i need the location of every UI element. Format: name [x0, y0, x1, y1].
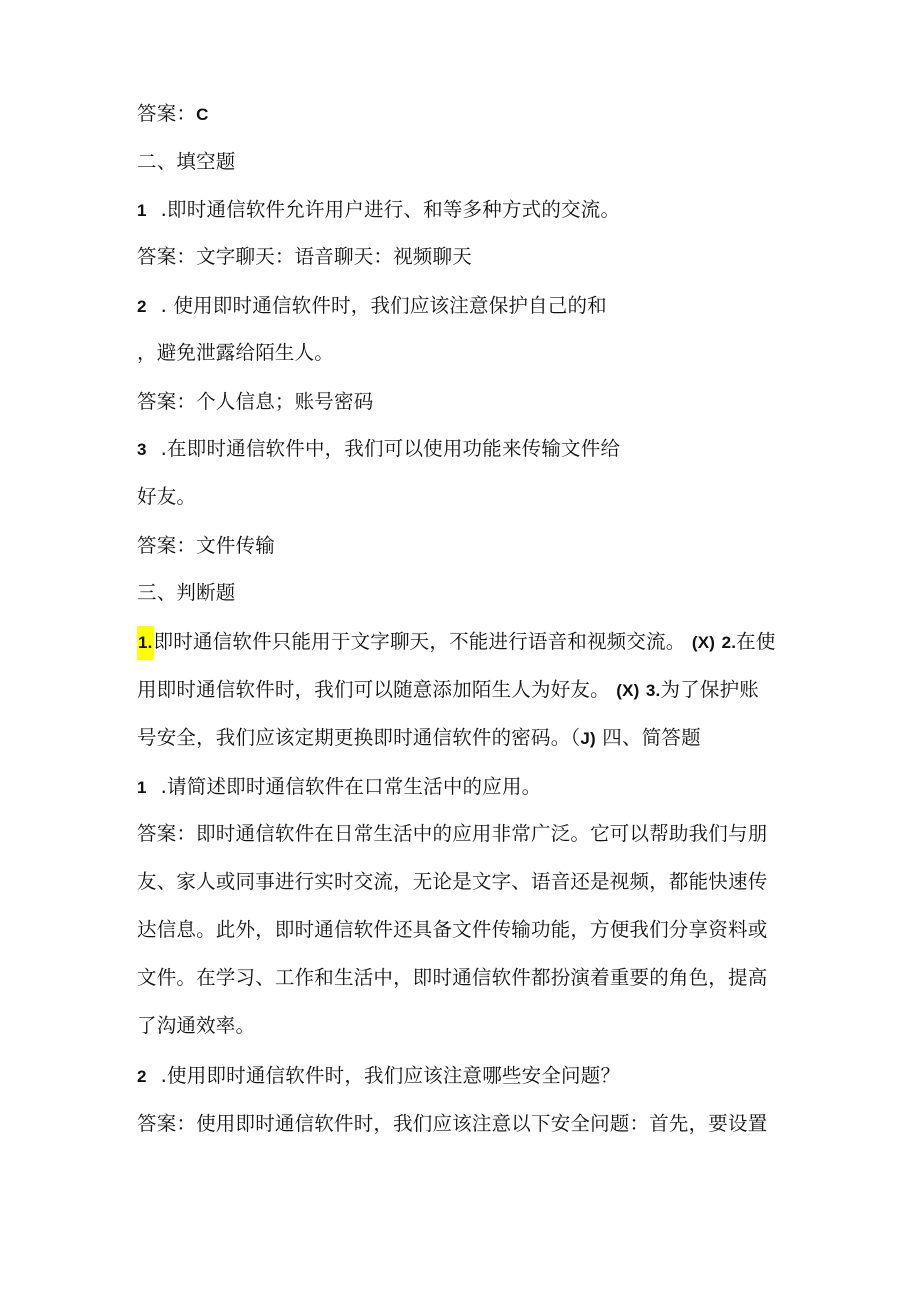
- answer-label: 答案：: [137, 102, 197, 125]
- judgement-line: [137, 721, 797, 755]
- question-line: [137, 289, 797, 323]
- question-line: [137, 432, 797, 466]
- answer-continuation: 了沟通效率。: [137, 1014, 256, 1037]
- section-heading: 二、填空题: [137, 150, 236, 173]
- question-continuation: 好友。: [137, 485, 197, 508]
- judgement-text: 用即时通信软件时，我们可以随意添加陌生人为好友。: [137, 678, 610, 701]
- question-continuation: ，避免泄露给陌生人。: [137, 341, 335, 364]
- answer-continuation: 文件。在学习、工作和生活中，即时通信软件都扮演着重要的角色，提高: [137, 966, 768, 989]
- answer-line: 答案：文字聊天：语音聊天：视频聊天: [137, 245, 472, 268]
- answer-line: [137, 97, 797, 131]
- section-heading: 三、判断题: [137, 581, 236, 604]
- judgement-mark: J): [580, 729, 596, 748]
- answer-line: 答案：个人信息；账号密码: [137, 390, 374, 413]
- answer-line: 答案：使用即时通信软件时，我们应该注意以下安全问题：首先，要设置: [137, 1112, 768, 1135]
- question-text: .请简述即时通信软件在口常生活中的应用。: [160, 775, 542, 798]
- question-number: 2: [137, 1067, 147, 1086]
- question-number: 3.: [645, 681, 661, 700]
- judgement-line: [137, 625, 797, 659]
- judgement-text: 为了保护账: [660, 678, 759, 701]
- judgement-text: 在使: [736, 630, 776, 653]
- question-number: 2.: [721, 633, 737, 652]
- question-text: .使用即时通信软件时，我们应该注意哪些安全问题？: [160, 1064, 621, 1087]
- question-number: 1: [137, 778, 147, 797]
- answer-continuation: 友、家人或同事进行实时交流，无论是文字、语音还是视频，都能快速传: [137, 870, 768, 893]
- answer-line: 答案：即时通信软件在日常生活中的应用非常广泛。它可以帮助我们与朋: [137, 822, 768, 845]
- question-line: [137, 193, 797, 227]
- question-line: [137, 1059, 797, 1093]
- question-text: . 使用即时通信软件时，我们应该注意保护自己的和: [160, 294, 607, 317]
- judgement-text: 即时通信软件只能用于文字聊天，不能进行语音和视频交流。: [153, 630, 686, 653]
- judgement-line: [137, 673, 797, 707]
- judgement-mark: (X): [691, 633, 716, 652]
- section-heading: 四、简答题: [602, 726, 701, 749]
- question-number: 1: [137, 201, 147, 220]
- question-text: .在即时通信软件中，我们可以使用功能来传输文件给: [160, 437, 621, 460]
- answer-continuation: 达信息。此外，即时通信软件还具备文件传输功能，方便我们分享资料或: [137, 918, 768, 941]
- question-number: 3: [137, 440, 147, 459]
- answer-line: 答案：文件传输: [137, 534, 275, 557]
- question-text: .即时通信软件允许用户进行、和等多种方式的交流。: [160, 198, 621, 221]
- highlighted-number: 1.: [137, 626, 154, 660]
- answer-value: C: [196, 105, 209, 124]
- judgement-mark: (X): [616, 681, 640, 700]
- judgement-text: 号安全，我们应该定期更换即时通信软件的密码。（: [137, 726, 581, 749]
- question-line: [137, 770, 797, 804]
- question-number: 2: [137, 297, 147, 316]
